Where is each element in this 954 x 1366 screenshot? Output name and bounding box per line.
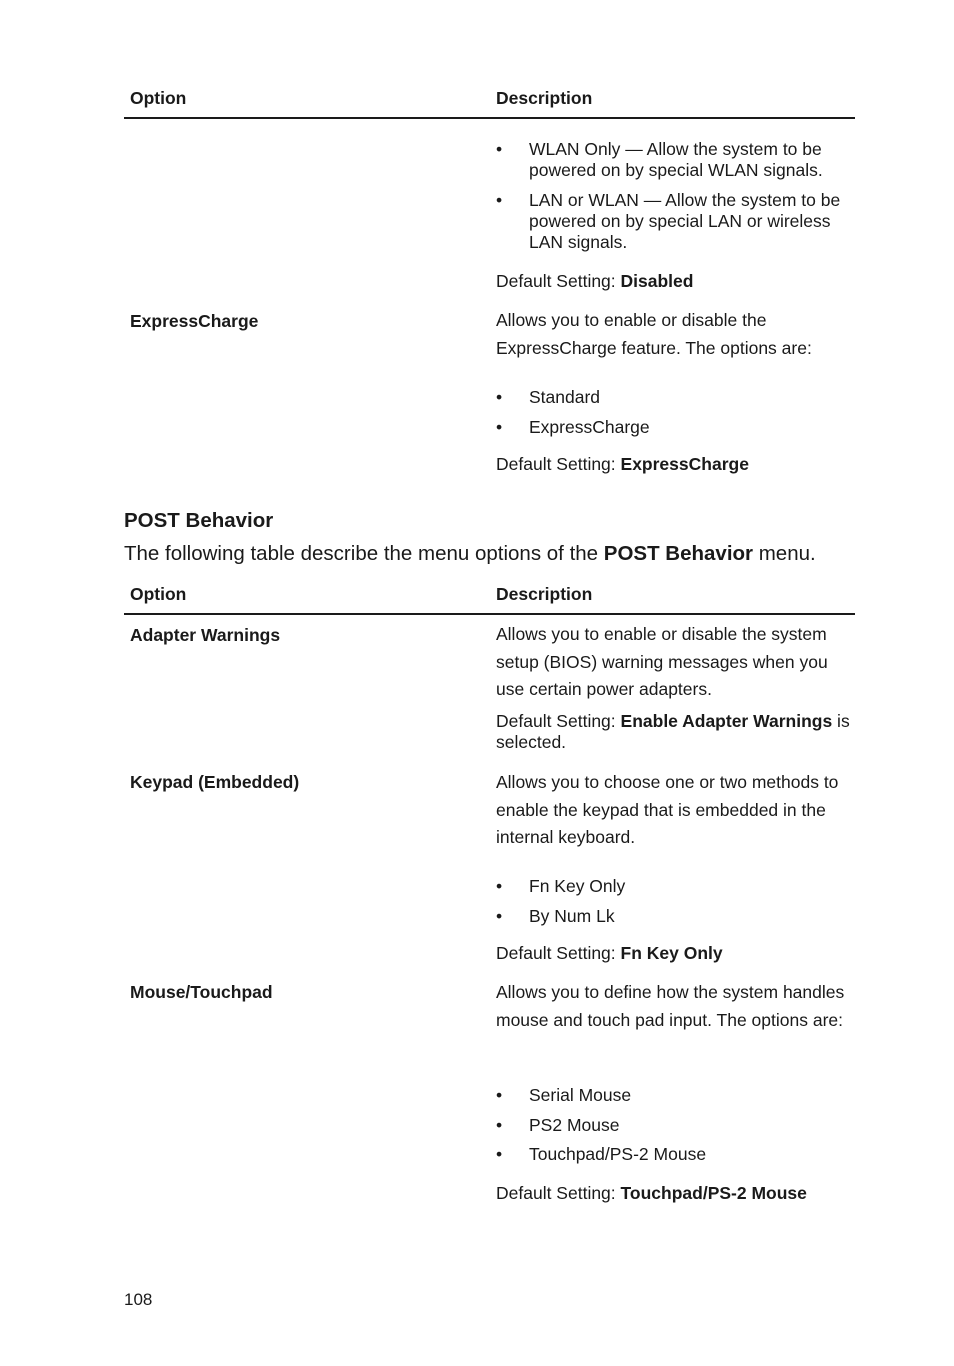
- bullet-icon: •: [496, 876, 503, 896]
- bullet-icon: •: [496, 190, 503, 210]
- option-description: Allows you to enable or disable the ExpressCharge feature. The options are:: [496, 310, 812, 358]
- column-header-option: Option: [130, 584, 187, 605]
- default-setting: Default Setting: Disabled: [496, 271, 694, 291]
- option-list: [496, 871, 856, 931]
- list-item: • Serial Mouse: [496, 1081, 856, 1111]
- bullet-icon: •: [496, 1114, 503, 1135]
- section-intro: The following table describe the menu options of the POST Behavior menu.: [124, 542, 816, 565]
- list-item: • PS2 Mouse: [496, 1111, 856, 1141]
- column-header-option: Option: [130, 88, 187, 109]
- option-description: Allows you to choose one or two methods to enable the keypad that is embedded in the internal keyboard.: [496, 772, 839, 847]
- bullet-icon: •: [496, 417, 503, 437]
- table-header: [124, 88, 855, 119]
- default-setting: Default Setting: Fn Key Only: [496, 943, 723, 963]
- default-setting: Default Setting: ExpressCharge: [496, 454, 749, 474]
- list-item: • Fn Key Only: [496, 871, 856, 901]
- list-item: • WLAN Only — Allow the system to be powered on by special WLAN signals.: [496, 139, 823, 180]
- bullet-icon: •: [496, 906, 503, 926]
- option-name: Mouse/Touchpad: [130, 982, 273, 1002]
- list-item: • Standard: [496, 382, 856, 412]
- option-list: [496, 382, 856, 442]
- option-list: [496, 1081, 856, 1170]
- option-name: ExpressCharge: [130, 311, 259, 331]
- list-item: • Touchpad/PS-2 Mouse: [496, 1140, 856, 1170]
- option-name: Keypad (Embedded): [130, 772, 300, 792]
- option-name: Adapter Warnings: [130, 625, 281, 645]
- section-title: POST Behavior: [124, 509, 274, 532]
- table-row-continued: [496, 139, 856, 253]
- default-setting: Default Setting: Enable Adapter Warnings is selected.: [496, 711, 850, 752]
- bullet-icon: •: [496, 387, 503, 407]
- list-item: • By Num Lk: [496, 901, 856, 931]
- list-item: • LAN or WLAN — Allow the system to be powered on by special LAN or wireless LAN signals.: [496, 190, 841, 252]
- column-header-description: Description: [496, 584, 593, 605]
- page-number: 108: [124, 1290, 153, 1309]
- bullet-icon: •: [496, 139, 503, 159]
- table-header: [124, 584, 855, 615]
- bullet-icon: •: [496, 1085, 503, 1105]
- bullet-icon: •: [496, 1144, 503, 1164]
- option-description: Allows you to define how the system handles mouse and touch pad input. The options are:: [496, 982, 845, 1030]
- list-item: • ExpressCharge: [496, 412, 856, 442]
- option-description: Allows you to enable or disable the system setup (BIOS) warning messages when you use certain power adapters.: [496, 624, 828, 699]
- default-setting: Default Setting: Touchpad/PS-2 Mouse: [496, 1183, 807, 1203]
- option-list: [496, 139, 856, 253]
- column-header-description: Description: [496, 88, 593, 109]
